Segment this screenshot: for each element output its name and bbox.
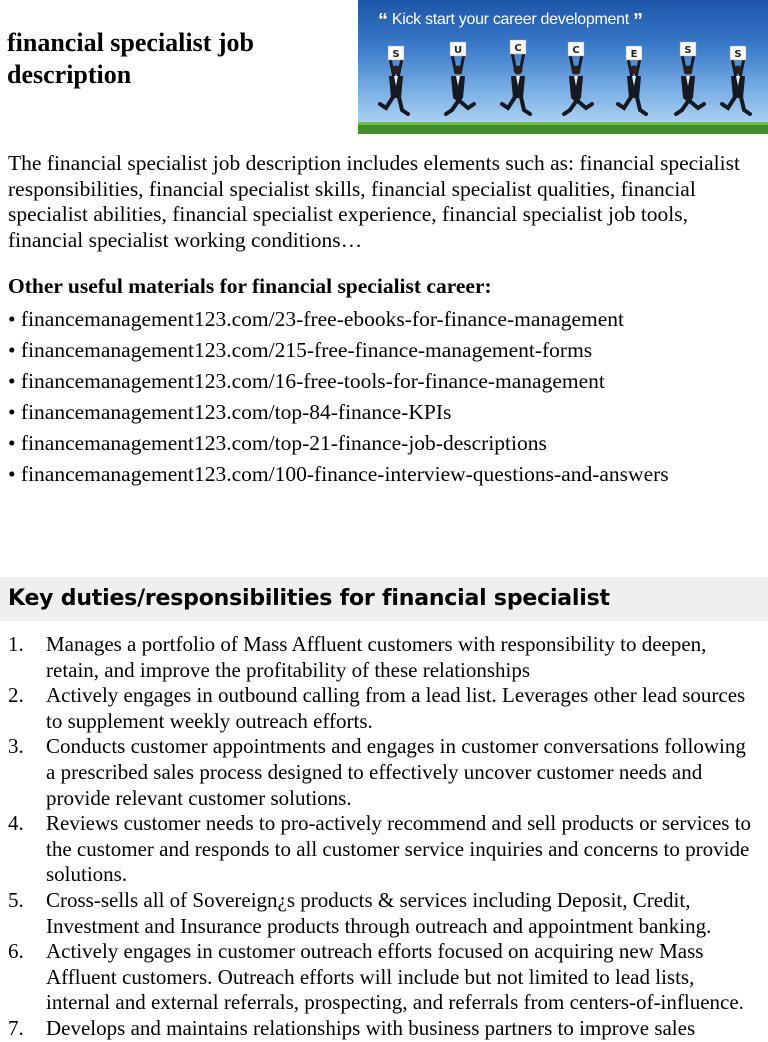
materials-list-item <box>8 428 768 459</box>
duty-item <box>8 888 760 939</box>
materials-heading: Other useful materials for financial specialist career: <box>8 274 492 298</box>
duty-number: 5. <box>8 887 24 912</box>
letter-sign-text: C <box>572 45 580 56</box>
materials-list-item <box>8 459 768 490</box>
duty-item <box>8 811 760 888</box>
jumping-person-figure <box>676 42 704 114</box>
duties-heading-band <box>0 577 768 621</box>
jumping-person-figure <box>564 42 592 114</box>
duty-text: Actively engages in outbound calling from a lead list. Leverages other lead sources to supplement weekly outreach efforts. <box>46 683 746 733</box>
duties-heading: Key duties/responsibilities for financial specialist <box>8 586 610 611</box>
letter-sign-text: E <box>630 49 638 60</box>
duty-number: 7. <box>8 1015 24 1040</box>
jumping-person-figure <box>722 46 750 114</box>
duty-item <box>8 939 760 1016</box>
materials-list <box>8 304 768 490</box>
duty-text: Reviews customer needs to pro-actively recommend and sell products or services to the customer and responds to all customer service inquiries and concerns to provide solutions. <box>46 811 752 887</box>
quote-close-mark: ” <box>633 10 643 32</box>
jumping-person-figure <box>446 42 474 114</box>
duty-text: Manages a portfolio of Mass Affluent customers with responsibility to deepen, retain, and improve the profitability of these relationships <box>46 632 707 682</box>
material-link[interactable]: financemanagement123.com/215-free-finance-management-forms <box>20 338 593 362</box>
duty-number: 3. <box>8 734 24 759</box>
banner-quote-text: Kick start your career development <box>387 11 634 28</box>
material-link[interactable]: financemanagement123.com/16-free-tools-for-finance-management <box>20 369 605 393</box>
materials-list-item <box>8 335 768 366</box>
duty-item <box>8 734 760 811</box>
materials-list-item <box>8 397 768 428</box>
material-link[interactable]: financemanagement123.com/23-free-ebooks-for-finance-management <box>20 307 624 331</box>
letter-sign-text: S <box>392 49 400 60</box>
duty-text: Develops and maintains relationships with business partners to improve sales <box>46 1015 696 1040</box>
letter-sign-text: C <box>514 43 522 54</box>
page-title: financial specialist job description <box>7 28 255 89</box>
materials-list-item <box>8 366 768 397</box>
duty-number: 2. <box>8 683 24 708</box>
duty-number: 6. <box>8 939 24 964</box>
letter-sign-text: S <box>734 49 742 60</box>
letter-sign-text: U <box>453 45 463 56</box>
bullet: • <box>8 431 21 455</box>
materials-list-item <box>8 304 768 335</box>
duty-text: Actively engages in customer outreach efforts focused on acquiring new Mass Affluent customers. Outreach efforts will include but not limited to lead lists, internal and external referrals, prospecting, and referrals from centers-of-influence. <box>46 939 744 1015</box>
jumping-person-figure <box>618 46 646 114</box>
material-link[interactable]: financemanagement123.com/top-21-finance-job-descriptions <box>20 431 547 455</box>
material-link[interactable]: financemanagement123.com/100-finance-interview-questions-and-answers <box>20 462 669 486</box>
bullet: • <box>8 400 21 424</box>
duty-text: Conducts customer appointments and engages in customer conversations following a prescribed sales process designed to effectively uncover customer needs and provide relevant customer solutions. <box>46 734 746 810</box>
duty-text: Cross-sells all of Sovereign¿s products & services including Deposit, Credit, Investment and Insurance products through outreach and appointment banking. <box>46 887 712 938</box>
jumping-person-figure <box>380 46 408 114</box>
jumping-person-figure <box>502 40 530 114</box>
duties-list <box>8 632 760 1042</box>
letter-sign-text: S <box>684 45 692 56</box>
duty-item <box>8 632 760 683</box>
material-link[interactable]: financemanagement123.com/top-84-finance-KPIs <box>20 400 452 424</box>
intro-paragraph: The financial specialist job description includes elements such as: financial specialist responsibilities, financial specialist skills, financial specialist qualities, financial specialist abilities, financial specialist experience, financial specialist job tools, financial specialist working conditions… <box>8 151 740 252</box>
career-banner-image <box>358 0 768 134</box>
duty-item <box>8 683 760 734</box>
banner-quote <box>378 10 758 33</box>
bullet: • <box>8 369 21 393</box>
bullet: • <box>8 462 21 486</box>
bullet: • <box>8 307 21 331</box>
duty-number: 1. <box>8 632 24 656</box>
quote-open-mark: “ <box>378 10 388 32</box>
duty-number: 4. <box>8 811 24 836</box>
bullet: • <box>8 338 21 362</box>
duty-item <box>8 1016 760 1042</box>
